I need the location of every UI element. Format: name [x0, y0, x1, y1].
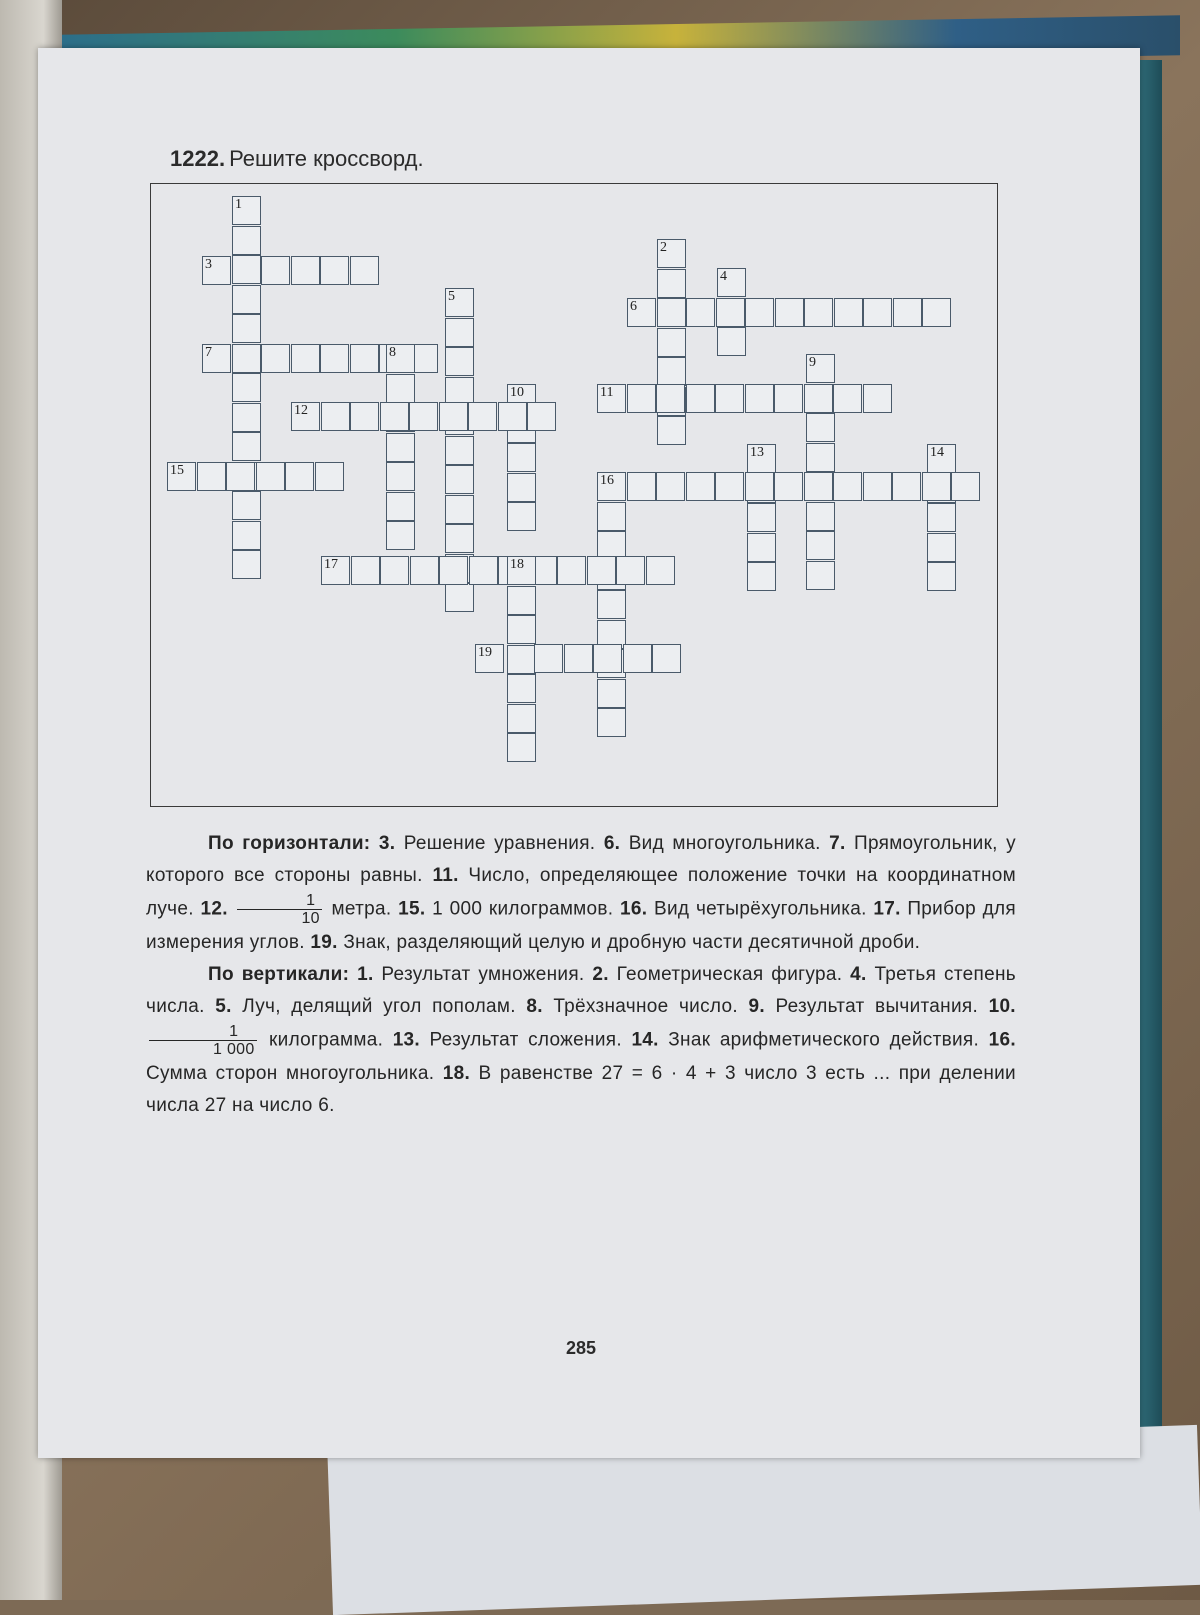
crossword-clue-number: 10	[510, 385, 524, 400]
crossword-cell[interactable]	[507, 704, 536, 733]
crossword-cell[interactable]	[386, 433, 415, 462]
crossword-cell[interactable]	[656, 384, 685, 413]
crossword-cell[interactable]	[320, 344, 349, 373]
crossword-clue-number: 8	[389, 345, 396, 360]
crossword-clue-number: 12	[294, 403, 308, 418]
crossword-clue-number: 17	[324, 557, 338, 572]
crossword-cell[interactable]	[350, 256, 379, 285]
crossword-cell[interactable]	[657, 298, 686, 327]
crossword-cell[interactable]	[232, 196, 261, 225]
crossword-clue-number: 15	[170, 463, 184, 478]
crossword-cell[interactable]	[686, 384, 715, 413]
exercise-number: 1222.	[170, 146, 226, 171]
crossword-cell[interactable]	[256, 462, 285, 491]
crossword-cell[interactable]	[775, 298, 804, 327]
crossword-cell[interactable]	[774, 384, 803, 413]
crossword-cell[interactable]	[321, 402, 350, 431]
crossword-cell[interactable]	[652, 644, 681, 673]
crossword-clue-number: 16	[600, 473, 614, 488]
crossword-cell[interactable]	[261, 344, 290, 373]
crossword-cell[interactable]	[745, 298, 774, 327]
crossword-cell[interactable]	[863, 472, 892, 501]
crossword-cell[interactable]	[445, 318, 474, 347]
clue-text: Результат вычитания.	[775, 996, 979, 1017]
crossword-cell[interactable]	[291, 344, 320, 373]
exercise-title	[170, 146, 424, 172]
clue-number: 8.	[526, 996, 543, 1017]
crossword-cell[interactable]	[833, 384, 862, 413]
page-number: 285	[566, 1338, 597, 1358]
crossword-clue-number: 9	[809, 355, 816, 370]
crossword-clue-number: 11	[600, 385, 614, 400]
clue-number: 3.	[378, 833, 396, 854]
clue-text: Третья степень числа.	[146, 964, 1016, 1017]
crossword-clue-number: 2	[660, 240, 667, 255]
crossword-cell[interactable]	[439, 402, 468, 431]
crossword-cell[interactable]	[774, 472, 803, 501]
crossword-cell[interactable]	[507, 586, 536, 615]
clue-text: Число, определяющее положение точки на координатном луче.	[146, 865, 1016, 920]
crossword-cell[interactable]	[557, 556, 586, 585]
crossword-cell[interactable]	[806, 531, 835, 560]
crossword-cell[interactable]	[597, 384, 626, 413]
crossword-cell[interactable]	[597, 708, 626, 737]
crossword-cell[interactable]	[232, 344, 261, 373]
crossword-cell[interactable]	[686, 472, 715, 501]
fraction	[149, 1023, 257, 1058]
crossword-cell[interactable]	[627, 298, 656, 327]
fraction-denominator: 10	[237, 909, 321, 927]
clue-text: Решение уравнения.	[403, 833, 596, 854]
clue-text: Вид четырёхугольника.	[654, 898, 867, 920]
clue-text: Знак, разделяющий целую и дробную части десятичной дроби.	[343, 932, 921, 953]
crossword-clue-number: 4	[720, 269, 727, 284]
crossword-cell[interactable]	[386, 521, 415, 550]
crossword-cell[interactable]	[806, 413, 835, 442]
crossword-cell[interactable]	[409, 402, 438, 431]
crossword-cell[interactable]	[445, 465, 474, 494]
clue-number: 4.	[850, 964, 867, 985]
crossword-cell[interactable]	[587, 556, 616, 585]
crossword-cell[interactable]	[627, 384, 656, 413]
clue-text: В равенстве 27 = 6 · 4 + 3 число 3 есть ... при делении числа 27 на число 6.	[146, 1063, 1016, 1116]
crossword-cell[interactable]	[386, 492, 415, 521]
crossword-cell[interactable]	[716, 298, 745, 327]
crossword-cell[interactable]	[597, 472, 626, 501]
across-clues	[146, 828, 1016, 959]
clue-number: 19.	[310, 932, 338, 953]
crossword-cell[interactable]	[445, 495, 474, 524]
crossword-cell[interactable]	[893, 298, 922, 327]
crossword-cell[interactable]	[597, 590, 626, 619]
clue-text: 1 000 килограммов.	[432, 898, 614, 920]
crossword-cell[interactable]	[226, 462, 255, 491]
crossword-cell[interactable]	[745, 472, 774, 501]
crossword-cell[interactable]	[507, 615, 536, 644]
crossword-cell[interactable]	[927, 533, 956, 562]
crossword-frame	[150, 183, 998, 807]
crossword-cell[interactable]	[927, 444, 956, 473]
clue-text: Результат сложения.	[429, 1029, 622, 1051]
crossword-cell[interactable]	[927, 562, 956, 591]
clue-number: 11.	[432, 865, 459, 886]
crossword-cell[interactable]	[657, 269, 686, 298]
down-heading: По вертикали:	[208, 964, 350, 985]
crossword-cell[interactable]	[806, 561, 835, 590]
crossword-cell[interactable]	[804, 472, 833, 501]
crossword-cell[interactable]	[386, 462, 415, 491]
clue-number: 14.	[631, 1029, 659, 1051]
crossword-cell[interactable]	[834, 298, 863, 327]
crossword-cell[interactable]	[564, 644, 593, 673]
down-clues	[146, 959, 1016, 1122]
crossword-cell[interactable]	[593, 644, 622, 673]
crossword-cell[interactable]	[498, 402, 527, 431]
clue-number: 1.	[357, 964, 374, 985]
crossword-cell[interactable]	[315, 462, 344, 491]
clue-text: метра.	[331, 898, 392, 920]
crossword-cell[interactable]	[507, 645, 536, 674]
crossword-cell[interactable]	[445, 524, 474, 553]
crossword-cell[interactable]	[232, 285, 261, 314]
crossword-cell[interactable]	[616, 556, 645, 585]
crossword-cell[interactable]	[291, 402, 320, 431]
crossword-clue-number: 1	[235, 197, 242, 212]
fraction-denominator: 1 000	[149, 1040, 257, 1058]
crossword-cell[interactable]	[445, 583, 474, 612]
clue-text: Трёхзначное число.	[553, 996, 738, 1017]
clue-text: Прямоугольник, у которого все стороны равны.	[146, 833, 1016, 886]
crossword-cell[interactable]	[232, 226, 261, 255]
crossword-clue-number: 3	[205, 257, 212, 272]
crossword-cell[interactable]	[386, 374, 415, 403]
crossword-cell[interactable]	[747, 533, 776, 562]
crossword-cell[interactable]	[507, 733, 536, 762]
crossword-cell[interactable]	[657, 328, 686, 357]
crossword-cell[interactable]	[747, 562, 776, 591]
crossword-cell[interactable]	[261, 256, 290, 285]
fraction	[237, 892, 321, 927]
crossword-cell[interactable]	[717, 327, 746, 356]
crossword-cell[interactable]	[863, 298, 892, 327]
exercise-instruction: Решите кроссворд.	[229, 146, 424, 171]
crossword-cell[interactable]	[320, 256, 349, 285]
clue-number: 5.	[215, 996, 232, 1017]
crossword-cell[interactable]	[380, 556, 409, 585]
crossword-clue-number: 19	[478, 645, 492, 660]
crossword-clue-number: 13	[750, 445, 764, 460]
book-spine-edge	[1140, 60, 1162, 1480]
crossword-cell[interactable]	[445, 347, 474, 376]
crossword-cell[interactable]	[715, 472, 744, 501]
crossword-cell[interactable]	[380, 402, 409, 431]
crossword-cell[interactable]	[657, 357, 686, 386]
crossword-cell[interactable]	[410, 556, 439, 585]
crossword-cell[interactable]	[507, 443, 536, 472]
crossword-cell[interactable]	[892, 472, 921, 501]
clue-number: 15.	[398, 898, 426, 920]
crossword-cell[interactable]	[951, 472, 980, 501]
clue-number: 12.	[200, 898, 228, 920]
crossword-cell[interactable]	[715, 384, 744, 413]
crossword-cell[interactable]	[285, 462, 314, 491]
fraction-numerator: 1	[306, 892, 316, 909]
crossword-cell[interactable]	[686, 298, 715, 327]
crossword-cell[interactable]	[350, 344, 379, 373]
clue-number: 7.	[829, 833, 846, 854]
clue-number: 9.	[748, 996, 765, 1017]
crossword-cell[interactable]	[922, 298, 951, 327]
clue-text: килограмма.	[269, 1029, 384, 1051]
crossword-cell[interactable]	[597, 679, 626, 708]
crossword-cell[interactable]	[167, 462, 196, 491]
crossword-cell[interactable]	[507, 674, 536, 703]
clue-text: Вид многоугольника.	[628, 833, 821, 854]
crossword-cell[interactable]	[507, 556, 536, 585]
clue-number: 2.	[592, 964, 609, 985]
crossword-cell[interactable]	[507, 473, 536, 502]
crossword-cell[interactable]	[623, 644, 652, 673]
crossword-cell[interactable]	[527, 402, 556, 431]
crossword-cell[interactable]	[597, 502, 626, 531]
clue-number: 13.	[392, 1029, 421, 1051]
crossword-cell[interactable]	[351, 556, 380, 585]
crossword-clue-number: 5	[448, 289, 455, 304]
crossword-cell[interactable]	[657, 416, 686, 445]
clue-number: 16.	[988, 1029, 1016, 1051]
crossword-cell[interactable]	[927, 503, 956, 532]
crossword-cell[interactable]	[202, 344, 231, 373]
clue-number: 16.	[620, 898, 648, 920]
crossword-cell[interactable]	[386, 344, 415, 373]
crossword-cell[interactable]	[291, 256, 320, 285]
crossword-cell[interactable]	[445, 288, 474, 317]
clue-number: 18.	[442, 1063, 471, 1084]
clues-section	[146, 828, 1016, 1122]
crossword-cell[interactable]	[627, 472, 656, 501]
crossword-cell[interactable]	[656, 472, 685, 501]
crossword-cell[interactable]	[445, 436, 474, 465]
crossword-cell[interactable]	[350, 402, 379, 431]
fraction-numerator: 1	[229, 1023, 239, 1040]
crossword-cell[interactable]	[321, 556, 350, 585]
crossword-clue-number: 6	[630, 299, 637, 314]
crossword-cell[interactable]	[232, 491, 261, 520]
crossword-cell[interactable]	[232, 521, 261, 550]
clue-text: Результат умножения.	[381, 964, 585, 985]
crossword-cell[interactable]	[507, 502, 536, 531]
crossword-cell[interactable]	[745, 384, 774, 413]
crossword-cell[interactable]	[804, 298, 833, 327]
crossword-cell[interactable]	[806, 354, 835, 383]
crossword-cell[interactable]	[202, 256, 231, 285]
clue-number: 6.	[603, 833, 621, 854]
crossword-cell[interactable]	[439, 556, 468, 585]
textbook-page	[38, 48, 1140, 1458]
clue-text: Сумма сторон многоугольника.	[146, 1063, 435, 1084]
crossword-cell[interactable]	[747, 444, 776, 473]
crossword-cell[interactable]	[534, 644, 563, 673]
crossword-clue-number: 18	[510, 557, 524, 572]
clue-number: 17.	[873, 898, 901, 920]
crossword-cell[interactable]	[232, 403, 261, 432]
crossword-cell[interactable]	[922, 472, 951, 501]
crossword-cell[interactable]	[232, 432, 261, 461]
crossword-cell[interactable]	[806, 443, 835, 472]
crossword-cell[interactable]	[468, 402, 497, 431]
crossword-cell[interactable]	[747, 503, 776, 532]
crossword-cell[interactable]	[232, 255, 261, 284]
crossword-clue-number: 7	[205, 345, 212, 360]
clue-text: Прибор для измерения углов.	[146, 898, 1016, 953]
clue-number: 10.	[988, 996, 1016, 1017]
crossword-cell[interactable]	[804, 384, 833, 413]
clue-text: Геометрическая фигура.	[616, 964, 843, 985]
across-heading: По горизонтали:	[208, 833, 371, 854]
crossword-cell[interactable]	[232, 550, 261, 579]
crossword-cell[interactable]	[657, 239, 686, 268]
crossword-cell[interactable]	[197, 462, 226, 491]
crossword-cell[interactable]	[475, 644, 504, 673]
crossword-cell[interactable]	[806, 502, 835, 531]
crossword-cell[interactable]	[717, 268, 746, 297]
crossword-cell[interactable]	[863, 384, 892, 413]
crossword-cell[interactable]	[833, 472, 862, 501]
clue-text: Знак арифметического действия.	[668, 1029, 980, 1051]
crossword-cell[interactable]	[232, 373, 261, 402]
crossword-cell[interactable]	[646, 556, 675, 585]
crossword-clue-number: 14	[930, 445, 944, 460]
clue-text: Луч, делящий угол пополам.	[242, 996, 516, 1017]
crossword-cell[interactable]	[469, 556, 498, 585]
crossword-cell[interactable]	[232, 314, 261, 343]
